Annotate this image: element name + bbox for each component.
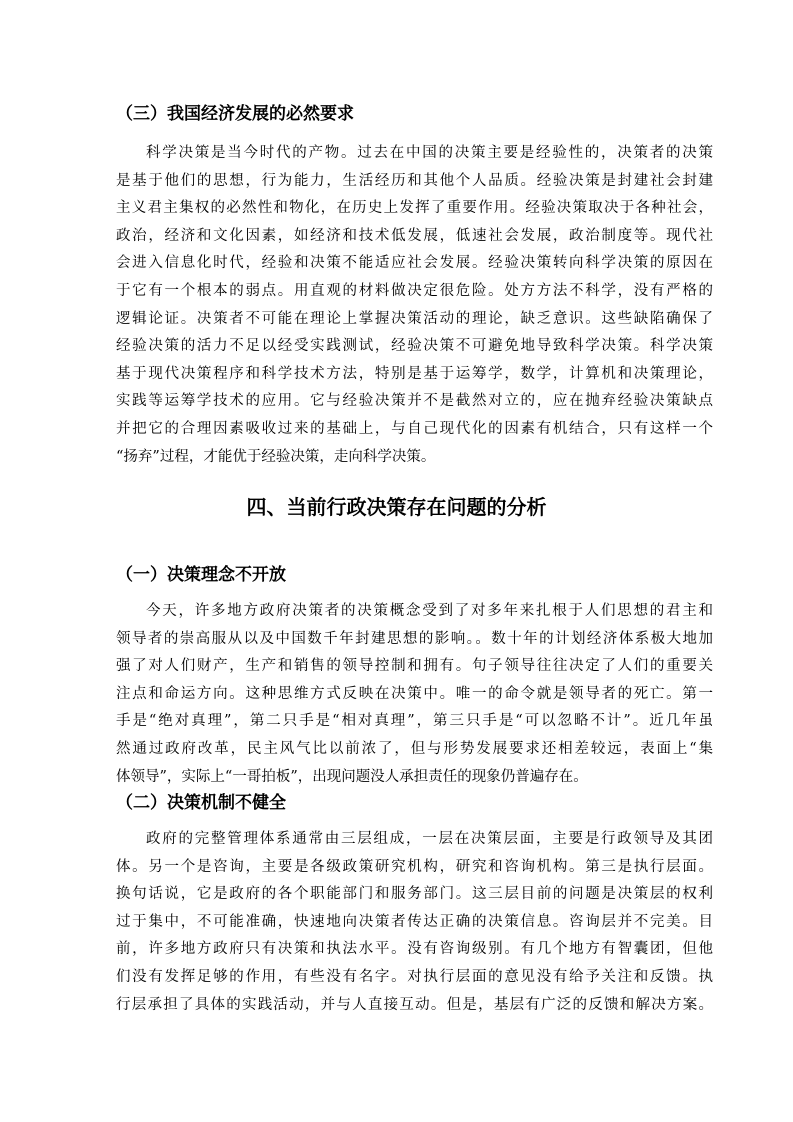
paragraph-line: 行层承担了具体的实践活动，并与人直接互动。但是，基层有广泛的反馈和解决方案。 [116,996,713,1013]
paragraph-line: “扬弃”过程，才能优于经验决策，走向科学决策。 [116,448,436,465]
paragraph-line: 体领导”，实际上“一哥拍板”，出现问题没人承担责任的现象仍普遍存在。 [116,768,588,785]
paragraph-line: 并把它的合理因素吸收过来的基础上，与自己现代化的因素有机结合，只有这样一个 [116,420,713,437]
paragraph-line: 然通过政府改革，民主风气比以前浓了，但与形势发展要求还相差较远，表面上“集 [116,740,713,757]
paragraph-line: 会进入信息化时代，经验和决策不能适应社会发展。经验决策转向科学决策的原因在 [116,255,713,272]
paragraph-scientific-decision [116,140,713,471]
paragraph-line: 体。另一个是咨询，主要是各级政策研究机构，研究和咨询机构。第三是执行层面。 [116,858,713,875]
paragraph-line: 政治，经济和文化因素，如经济和技术低发展，低速社会发展，政治制度等。现代社 [116,227,713,244]
paragraph-decision-mechanism [116,826,713,1019]
paragraph-line: 们没有发挥足够的作用，有些没有名字。对执行层面的意见没有给予关注和反馈。执 [116,968,713,985]
paragraph-line: 基于现代决策程序和科学技术方法，特别是基于运筹学，数学，计算机和决策理论， [116,365,713,382]
paragraph-line: 经验决策的活力不足以经受实践测试，经验决策不可避免地导致科学决策。科学决策 [116,338,713,355]
paragraph-line: 科学决策是当今时代的产物。过去在中国的决策主要是经验性的，决策者的决策 [146,145,713,161]
paragraph-line: 领导者的崇高服从以及中国数千年封建思想的影响。。数十年的计划经济体系极大地加 [116,630,713,647]
paragraph-line: 换句话说，它是政府的各个职能部门和服务部门。这三层目前的问题是决策层的权利 [116,886,713,903]
paragraph-line: 前，许多地方政府只有决策和执法水平。没有咨询级别。有几个地方有智囊团，但他 [116,941,713,958]
paragraph-decision-concept [116,598,713,791]
paragraph-line: 注点和命运方向。这种思维方式反映在决策中。唯一的命令就是领导者的死亡。第一 [116,685,713,702]
subheading-economic-requirement: （三）我国经济发展的必然要求 [116,104,354,124]
subheading-decision-concept: （一）决策理念不开放 [116,565,286,585]
paragraph-line: 是基于他们的思想，行为能力，生活经历和其他个人品质。经验决策是封建社会封建 [116,172,713,189]
paragraph-line: 逻辑论证。决策者不可能在理论上掌握决策活动的理论，缺乏意识。这些缺陷确保了 [116,310,713,327]
section-heading-problems: 四、当前行政决策存在问题的分析 [246,495,547,519]
paragraph-line: 手是“绝对真理”，第二只手是“相对真理”，第三只手是“可以忽略不计”。近几年虽 [116,713,713,730]
paragraph-line: 过于集中，不可能准确，快速地向决策者传达正确的决策信息。咨询层并不完美。目 [116,913,713,930]
paragraph-line: 实践等运筹学技术的应用。它与经验决策并不是截然对立的，应在抛弃经验决策缺点 [116,393,713,410]
paragraph-line: 今天，许多地方政府决策者的决策概念受到了对多年来扎根于人们思想的君主和 [146,603,713,619]
paragraph-line: 于它有一个根本的弱点。用直观的材料做决定很危险。处方方法不科学，没有严格的 [116,282,713,299]
paragraph-line: 强了对人们财产，生产和销售的领导控制和拥有。句子领导往往决定了人们的重要关 [116,658,713,675]
paragraph-line: 政府的完整管理体系通常由三层组成，一层在决策层面，主要是行政领导及其团 [146,831,713,847]
subheading-decision-mechanism: （二）决策机制不健全 [116,793,286,813]
paragraph-line: 主义君主集权的必然性和物化，在历史上发挥了重要作用。经验决策取决于各种社会， [116,200,713,217]
